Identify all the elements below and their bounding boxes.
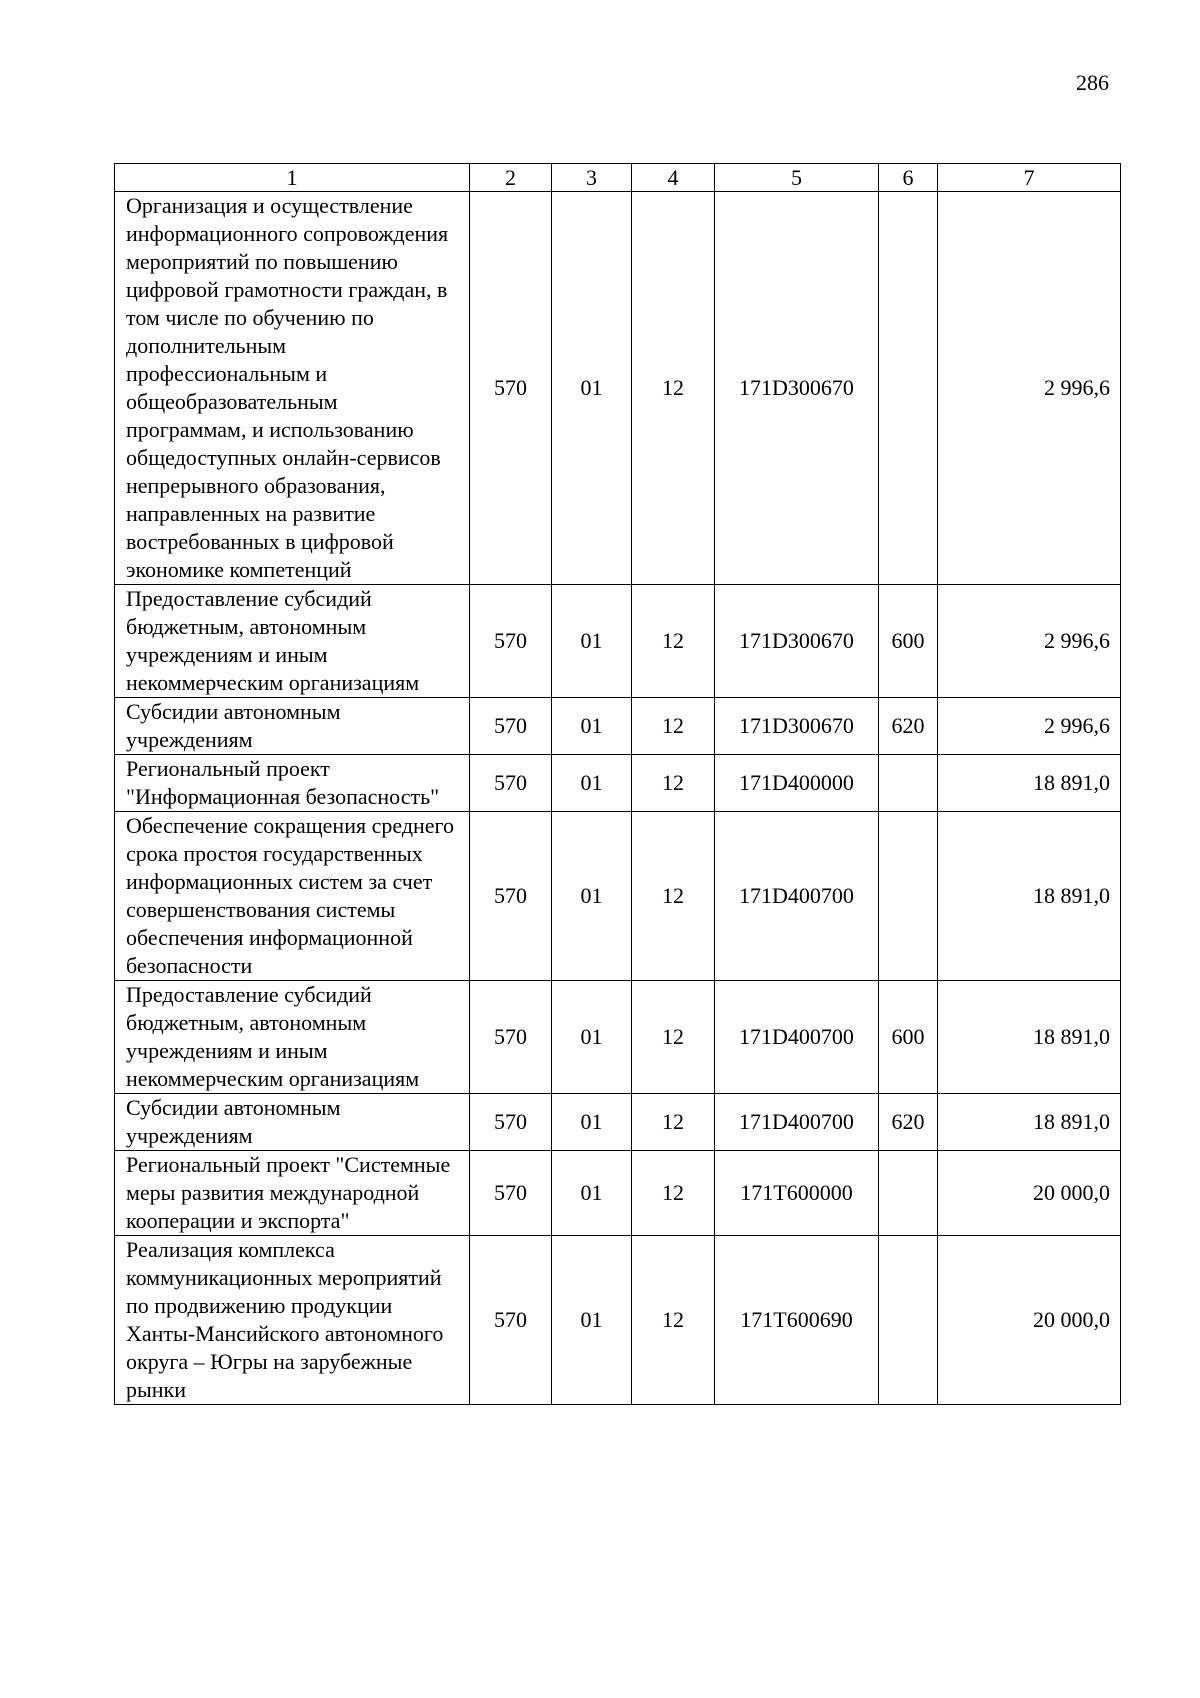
row-target-article: 171D400700 <box>715 1094 879 1151</box>
row-target-article: 171D300670 <box>715 698 879 755</box>
table-row <box>115 981 1121 1094</box>
row-section: 01 <box>552 812 632 981</box>
row-subsection: 12 <box>632 1151 715 1236</box>
row-name: Субсидии автономным учреждениям <box>115 1094 470 1151</box>
row-name: Организация и осуществление информационного сопровождения мероприятий по повышению цифровой грамотности граждан, в том числе по обучению по дополнительным профессиональным и общеобразовательным программам, и использованию общедоступных онлайн-сервисов непрерывного образования, направленных на развитие востребованных в цифровой экономике компетенций <box>115 192 470 585</box>
row-subsection: 12 <box>632 812 715 981</box>
row-name: Обеспечение сокращения среднего срока простоя государственных информационных систем за счет совершенствования системы обеспечения информационной безопасности <box>115 812 470 981</box>
row-section: 01 <box>552 698 632 755</box>
column-header: 1 <box>115 164 470 192</box>
row-subsection: 12 <box>632 585 715 698</box>
row-grbs: 570 <box>470 698 552 755</box>
row-target-article: 171T600690 <box>715 1236 879 1405</box>
row-grbs: 570 <box>470 1094 552 1151</box>
row-subsection: 12 <box>632 1236 715 1405</box>
row-expense-type <box>879 812 938 981</box>
row-sum: 20 000,0 <box>938 1236 1121 1405</box>
table-header-row <box>115 164 1121 192</box>
column-header: 2 <box>470 164 552 192</box>
row-section: 01 <box>552 585 632 698</box>
row-sum: 18 891,0 <box>938 755 1121 812</box>
row-grbs: 570 <box>470 812 552 981</box>
row-expense-type <box>879 755 938 812</box>
row-subsection: 12 <box>632 981 715 1094</box>
row-section: 01 <box>552 981 632 1094</box>
row-sum: 20 000,0 <box>938 1151 1121 1236</box>
row-name: Предоставление субсидий бюджетным, автономным учреждениям и иным некоммерческим организациям <box>115 981 470 1094</box>
row-sum: 18 891,0 <box>938 1094 1121 1151</box>
row-section: 01 <box>552 1151 632 1236</box>
budget-table <box>114 163 1121 1405</box>
row-target-article: 171D400700 <box>715 812 879 981</box>
row-grbs: 570 <box>470 981 552 1094</box>
row-sum: 2 996,6 <box>938 192 1121 585</box>
row-target-article: 171D300670 <box>715 585 879 698</box>
row-grbs: 570 <box>470 192 552 585</box>
row-target-article: 171T600000 <box>715 1151 879 1236</box>
row-subsection: 12 <box>632 1094 715 1151</box>
row-sum: 18 891,0 <box>938 812 1121 981</box>
column-header: 6 <box>879 164 938 192</box>
row-grbs: 570 <box>470 1151 552 1236</box>
row-target-article: 171D400700 <box>715 981 879 1094</box>
table-row <box>115 1151 1121 1236</box>
row-name: Субсидии автономным учреждениям <box>115 698 470 755</box>
page-number: 286 <box>1076 70 1109 95</box>
row-expense-type <box>879 1151 938 1236</box>
row-expense-type: 620 <box>879 1094 938 1151</box>
row-subsection: 12 <box>632 755 715 812</box>
table-row <box>115 1094 1121 1151</box>
row-sum: 2 996,6 <box>938 698 1121 755</box>
row-expense-type: 600 <box>879 585 938 698</box>
row-expense-type: 620 <box>879 698 938 755</box>
row-subsection: 12 <box>632 192 715 585</box>
row-grbs: 570 <box>470 585 552 698</box>
column-header: 5 <box>715 164 879 192</box>
table-row <box>115 698 1121 755</box>
row-expense-type: 600 <box>879 981 938 1094</box>
column-header: 3 <box>552 164 632 192</box>
row-subsection: 12 <box>632 698 715 755</box>
row-section: 01 <box>552 755 632 812</box>
row-name: Региональный проект "Информационная безопасность" <box>115 755 470 812</box>
row-name: Реализация комплекса коммуникационных мероприятий по продвижению продукции Ханты-Мансийского автономного округа – Югры на зарубежные рынки <box>115 1236 470 1405</box>
row-name: Предоставление субсидий бюджетным, автономным учреждениям и иным некоммерческим организациям <box>115 585 470 698</box>
row-grbs: 570 <box>470 1236 552 1405</box>
column-header: 4 <box>632 164 715 192</box>
table-row <box>115 585 1121 698</box>
row-section: 01 <box>552 192 632 585</box>
row-sum: 2 996,6 <box>938 585 1121 698</box>
row-sum: 18 891,0 <box>938 981 1121 1094</box>
row-target-article: 171D400000 <box>715 755 879 812</box>
row-target-article: 171D300670 <box>715 192 879 585</box>
row-name: Региональный проект "Системные меры развития международной кооперации и экспорта" <box>115 1151 470 1236</box>
row-section: 01 <box>552 1236 632 1405</box>
column-header: 7 <box>938 164 1121 192</box>
row-section: 01 <box>552 1094 632 1151</box>
row-expense-type <box>879 1236 938 1405</box>
table-row <box>115 192 1121 585</box>
row-grbs: 570 <box>470 755 552 812</box>
table-row <box>115 812 1121 981</box>
table-row <box>115 1236 1121 1405</box>
row-expense-type <box>879 192 938 585</box>
table-row <box>115 755 1121 812</box>
